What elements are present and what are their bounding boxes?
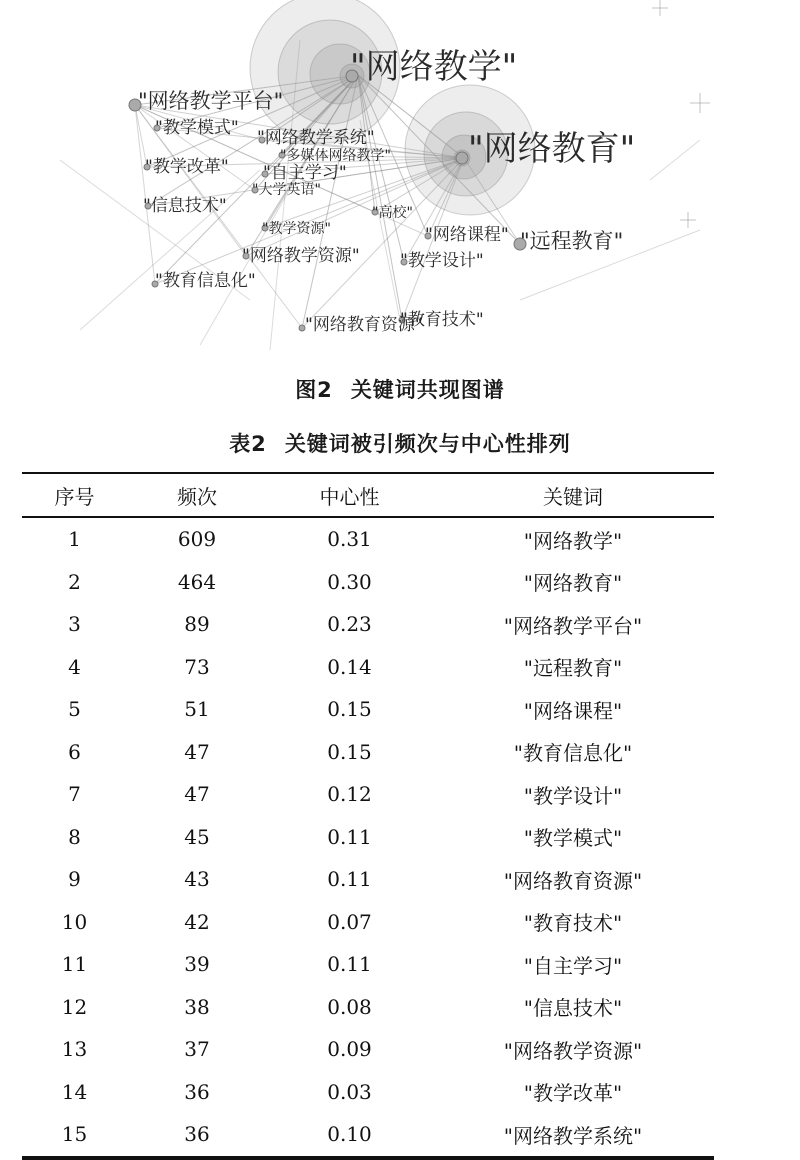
- table-row: [22, 1113, 714, 1158]
- network-node-label: "网络课程": [425, 225, 509, 245]
- cell-centrality: 0.15: [327, 739, 372, 764]
- table-row: [22, 773, 714, 816]
- network-node-label: "远程教育": [520, 229, 624, 253]
- cell-index: 2: [68, 569, 81, 594]
- cell-frequency: 73: [184, 654, 210, 679]
- cell-centrality: 0.15: [327, 697, 372, 722]
- cell-frequency: 36: [184, 1079, 210, 1104]
- cell-keyword: "网络教育": [523, 571, 623, 596]
- cell-index: 7: [68, 782, 81, 807]
- network-node-label: "高校": [372, 205, 413, 221]
- cell-keyword: "教育信息化": [513, 741, 633, 766]
- cell-index: 13: [61, 1037, 88, 1062]
- cell-keyword: "教学模式": [523, 826, 623, 851]
- cell-frequency: 36: [127, 1113, 267, 1158]
- network-node-label: "网络教育": [468, 129, 636, 169]
- cell-index: 3: [68, 612, 81, 637]
- cell-index: 9: [68, 867, 81, 892]
- table-row: [22, 1028, 714, 1071]
- figure-caption: [0, 374, 800, 404]
- network-edge: [80, 170, 260, 330]
- cell-centrality: 0.12: [327, 782, 372, 807]
- cell-index: 6: [68, 739, 81, 764]
- cell-frequency: 45: [184, 824, 210, 849]
- cell-index: 15: [22, 1113, 127, 1158]
- cell-keyword: "网络教学系统": [432, 1113, 714, 1158]
- table-row: [22, 561, 714, 604]
- cell-centrality: 0.08: [327, 994, 372, 1019]
- cell-centrality: 0.10: [267, 1113, 432, 1158]
- network-node-label: "网络教学": [350, 47, 518, 87]
- table-row: [22, 517, 714, 561]
- cell-keyword: "网络教育资源": [503, 868, 643, 893]
- cell-keyword: "教学设计": [523, 783, 623, 808]
- cell-index: 11: [61, 952, 88, 977]
- table-row: [22, 986, 714, 1029]
- cell-centrality: 0.09: [327, 1037, 372, 1062]
- network-node-label: "网络教学平台": [138, 89, 284, 113]
- cell-frequency: 37: [184, 1037, 210, 1062]
- network-node-label: "教育信息化": [155, 271, 256, 291]
- network-node-label: "教学资源": [262, 221, 331, 237]
- cell-keyword: "信息技术": [523, 996, 623, 1021]
- network-node-label: "网络教育资源": [305, 315, 423, 335]
- cell-frequency: 464: [177, 569, 217, 594]
- cell-centrality: 0.11: [327, 824, 372, 849]
- cell-keyword: "网络教学平台": [503, 613, 643, 638]
- cell-centrality: 0.14: [327, 654, 372, 679]
- cell-index: 4: [68, 654, 81, 679]
- table-row: [22, 603, 714, 646]
- cell-frequency: 38: [184, 994, 210, 1019]
- cell-keyword: "网络教学": [523, 528, 623, 553]
- table-row: [22, 646, 714, 689]
- header-centrality: 中心性: [267, 473, 432, 517]
- cell-centrality: 0.11: [327, 867, 372, 892]
- cell-keyword: "网络教学资源": [503, 1038, 643, 1063]
- network-node-label: "教学设计": [400, 251, 484, 271]
- table-caption-number: 表2: [229, 432, 267, 456]
- table-row: [22, 731, 714, 774]
- cell-frequency: 47: [184, 782, 210, 807]
- header-frequency: 频次: [127, 473, 267, 517]
- cell-index: 5: [68, 697, 81, 722]
- header-index: 序号: [22, 473, 127, 517]
- keyword-table: [22, 472, 714, 1160]
- network-edge: [135, 105, 155, 284]
- cell-index: 8: [68, 824, 81, 849]
- cell-centrality: 0.11: [327, 952, 372, 977]
- cell-centrality: 0.30: [327, 569, 372, 594]
- network-node-label: "自主学习": [263, 163, 347, 183]
- table-row: [22, 901, 714, 944]
- network-node-label: "教育技术": [400, 310, 484, 330]
- network-node-label: "多媒体网络教学": [280, 148, 391, 164]
- cell-index: 1: [68, 527, 81, 552]
- cell-keyword: "教学改革": [523, 1081, 623, 1106]
- figure-caption-text: 关键词共现图谱: [350, 378, 505, 402]
- cell-keyword: "远程教育": [523, 656, 623, 681]
- cell-centrality: 0.23: [327, 612, 372, 637]
- network-node-label: "教学改革": [145, 157, 229, 177]
- table-row: [22, 688, 714, 731]
- cell-frequency: 89: [184, 612, 210, 637]
- network-node-label: "教学模式": [155, 118, 239, 138]
- cell-frequency: 39: [184, 952, 210, 977]
- table-row: [22, 943, 714, 986]
- figure-caption-number: 图2: [295, 378, 333, 402]
- cell-frequency: 43: [184, 867, 210, 892]
- keyword-cooccurrence-network: [0, 0, 800, 370]
- cell-keyword: "网络课程": [523, 698, 623, 723]
- table-caption: [0, 428, 800, 458]
- header-keyword: 关键词: [432, 473, 714, 517]
- cell-keyword: "自主学习": [523, 953, 623, 978]
- cell-frequency: 47: [184, 739, 210, 764]
- cell-index: 12: [61, 994, 88, 1019]
- table-header-row: [22, 473, 714, 517]
- keyword-table-body: [22, 517, 714, 1158]
- cell-frequency: 609: [177, 527, 217, 552]
- cell-keyword: "教育技术": [523, 911, 623, 936]
- table-row: [22, 858, 714, 901]
- table-row: [22, 1071, 714, 1114]
- cell-centrality: 0.03: [327, 1079, 372, 1104]
- network-node: [456, 152, 468, 164]
- network-node-label: "网络教学系统": [257, 128, 375, 148]
- cell-index: 14: [61, 1079, 88, 1104]
- network-node-label: "网络教学资源": [242, 246, 360, 266]
- network-node-label: "信息技术": [143, 196, 227, 216]
- cell-frequency: 51: [184, 697, 210, 722]
- cell-centrality: 0.07: [327, 909, 372, 934]
- cell-index: 10: [61, 909, 88, 934]
- network-node-label: "大学英语": [252, 182, 321, 198]
- table-caption-text: 关键词被引频次与中心性排列: [284, 432, 571, 456]
- table-row: [22, 816, 714, 859]
- cell-frequency: 42: [184, 909, 210, 934]
- cell-centrality: 0.31: [327, 527, 372, 552]
- network-edge: [650, 140, 700, 180]
